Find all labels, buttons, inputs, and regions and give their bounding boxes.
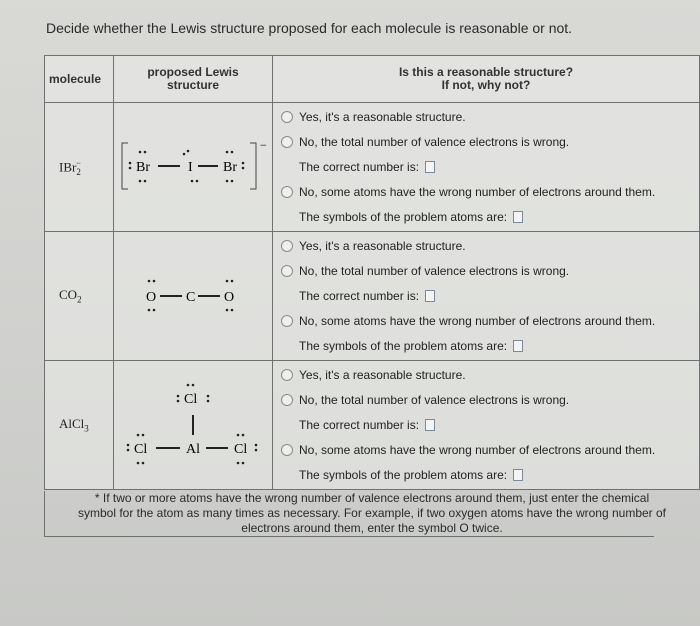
molecule-co2	[45, 232, 114, 361]
radio-no-atoms[interactable]	[281, 444, 293, 456]
radio-no-total[interactable]	[281, 136, 293, 148]
option-no-atoms: No, some atoms have the wrong number of electrons around them.	[299, 442, 656, 457]
option-yes: Yes, it's a reasonable structure.	[299, 109, 466, 124]
correct-number-input[interactable]	[425, 161, 435, 173]
option-yes: Yes, it's a reasonable structure.	[299, 367, 466, 382]
radio-no-total[interactable]	[281, 265, 293, 277]
header-molecule: molecule	[45, 56, 114, 103]
radio-yes[interactable]	[281, 240, 293, 252]
label-symbols: The symbols of the problem atoms are:	[299, 209, 508, 224]
answer-co2	[273, 232, 700, 361]
lewis-alcl3	[114, 361, 273, 490]
atom-cl-right: Cl	[234, 442, 248, 457]
header-answer-line2: If not, why not?	[441, 78, 531, 92]
radio-no-total[interactable]	[281, 394, 293, 406]
row-co2	[45, 232, 700, 361]
header-lewis-line2: structure	[166, 78, 219, 92]
radio-no-atoms[interactable]	[281, 315, 293, 327]
answer-alcl3	[273, 361, 700, 490]
header-lewis	[114, 56, 273, 103]
left-bracket	[122, 143, 128, 189]
option-no-atoms: No, some atoms have the wrong number of electrons around them.	[299, 184, 656, 199]
radio-yes[interactable]	[281, 369, 293, 381]
footnote	[44, 491, 700, 536]
footnote-border-bottom	[44, 536, 654, 537]
molecule-ibr2-formula: IBr	[59, 158, 77, 174]
symbols-input[interactable]	[513, 340, 523, 352]
atom-c-center: C	[186, 290, 196, 305]
option-no-total: No, the total number of valence electrons is wrong.	[299, 263, 570, 278]
question-prompt: Decide whether the Lewis structure proposed for each molecule is reasonable or not.	[46, 20, 573, 36]
lewis-co2	[114, 232, 273, 361]
label-symbols: The symbols of the problem atoms are:	[299, 467, 508, 482]
label-correct-number: The correct number is:	[299, 288, 420, 303]
atom-al-center: Al	[186, 442, 200, 457]
footnote-line3: electrons around them, enter the symbol O twice.	[241, 521, 503, 535]
label-symbols: The symbols of the problem atoms are:	[299, 338, 508, 353]
option-no-total: No, the total number of valence electrons is wrong.	[299, 392, 570, 407]
molecule-co2-subscript: 2	[77, 294, 82, 305]
atom-br-left: Br	[136, 160, 150, 175]
header-lewis-line1: proposed Lewis	[147, 65, 239, 79]
option-no-total: No, the total number of valence electrons is wrong.	[299, 134, 570, 149]
header-answer	[273, 56, 700, 103]
atom-cl-left: Cl	[134, 442, 148, 457]
lewis-ibr2-diagram	[114, 103, 272, 231]
lewis-co2-diagram	[114, 232, 272, 360]
ion-charge: −	[260, 138, 267, 152]
lewis-table	[44, 55, 700, 490]
molecule-alcl3-subscript: 3	[84, 423, 89, 434]
option-no-atoms: No, some atoms have the wrong number of electrons around them.	[299, 313, 656, 328]
row-alcl3	[45, 361, 700, 490]
answer-ibr2	[273, 103, 700, 232]
molecule-co2-formula: CO	[59, 287, 78, 303]
atom-i-center: I	[188, 160, 193, 175]
footnote-line1: * If two or more atoms have the wrong number of valence electrons around them, just enter the chemical	[94, 491, 650, 505]
option-yes: Yes, it's a reasonable structure.	[299, 238, 466, 253]
atom-o-left: O	[146, 290, 157, 305]
molecule-ibr2-charge: −	[75, 157, 81, 168]
label-correct-number: The correct number is:	[299, 417, 420, 432]
correct-number-input[interactable]	[425, 419, 435, 431]
molecule-ibr2	[45, 103, 114, 232]
atom-br-right: Br	[223, 160, 237, 175]
correct-number-input[interactable]	[425, 290, 435, 302]
radio-yes[interactable]	[281, 111, 293, 123]
header-answer-line1: Is this a reasonable structure?	[398, 65, 574, 79]
molecule-alcl3	[45, 361, 114, 490]
footnote-line2: symbol for the atom as many times as necessary. For example, if two oxygen atoms have the wrong number of	[77, 506, 667, 520]
row-ibr2	[45, 103, 700, 232]
molecule-alcl3-formula: AlCl	[59, 416, 85, 432]
radio-no-atoms[interactable]	[281, 186, 293, 198]
atom-o-right: O	[224, 290, 235, 305]
right-bracket	[250, 143, 256, 189]
symbols-input[interactable]	[513, 211, 523, 223]
symbols-input[interactable]	[513, 469, 523, 481]
lewis-alcl3-diagram	[114, 361, 272, 489]
label-correct-number: The correct number is:	[299, 159, 420, 174]
lewis-ibr2	[114, 103, 273, 232]
atom-cl-top: Cl	[184, 392, 198, 407]
molecule-ibr2-subscript: 2	[76, 166, 81, 177]
header-row	[45, 56, 700, 103]
